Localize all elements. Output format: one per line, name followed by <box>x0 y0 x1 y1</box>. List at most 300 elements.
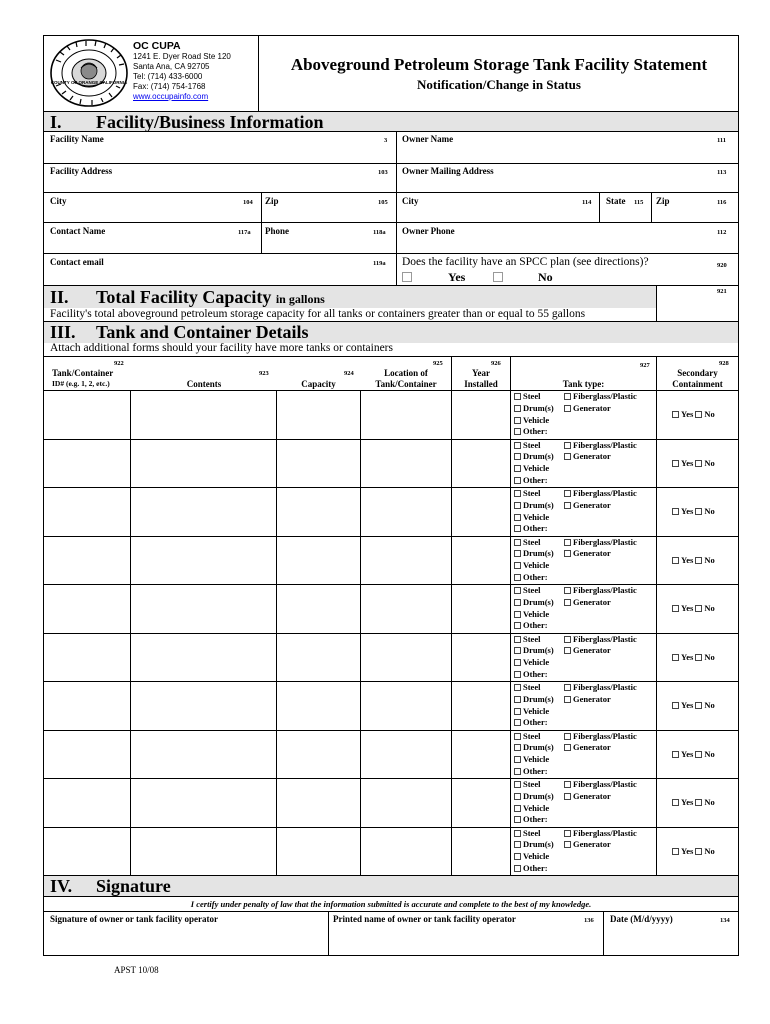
city-label: City <box>50 196 67 206</box>
total-capacity-field[interactable] <box>657 298 738 320</box>
capacity-field[interactable] <box>277 585 359 632</box>
steel-checkbox[interactable] <box>514 830 521 837</box>
section1-heading: Facility/Business Information <box>96 112 324 132</box>
contents-field[interactable] <box>131 585 275 632</box>
secondary-no-option[interactable] <box>695 603 714 613</box>
vehicle-option[interactable] <box>514 657 549 667</box>
vehicle-option[interactable] <box>514 754 549 764</box>
secondary-yes-option[interactable] <box>672 409 693 419</box>
secondary-yes-label: Yes <box>681 651 694 662</box>
state-field[interactable] <box>600 207 650 221</box>
contents-field[interactable] <box>131 391 275 438</box>
contents-field[interactable] <box>131 488 275 535</box>
tank-id-field[interactable] <box>44 488 129 535</box>
tank-id-field[interactable] <box>44 731 129 778</box>
facility-name-field[interactable] <box>44 146 395 162</box>
vehicle-checkbox[interactable] <box>514 417 521 424</box>
steel-checkbox[interactable] <box>514 442 521 449</box>
fiberglass-option[interactable] <box>564 391 637 403</box>
secondary-yes-option[interactable] <box>672 797 693 807</box>
fiberglass-option[interactable] <box>564 682 637 694</box>
fiberglass-checkbox[interactable] <box>564 490 571 497</box>
secondary-no-checkbox[interactable] <box>695 460 702 467</box>
vehicle-checkbox[interactable] <box>514 562 521 569</box>
col-header-secondary-2: Containment <box>672 379 723 389</box>
year-installed-field[interactable] <box>452 779 509 826</box>
owner-phone-label: Owner Phone <box>402 226 455 236</box>
secondary-yes-checkbox[interactable] <box>672 605 679 612</box>
fiberglass-option[interactable] <box>564 731 637 743</box>
fiberglass-checkbox[interactable] <box>564 587 571 594</box>
capacity-field[interactable] <box>277 537 359 584</box>
fiberglass-checkbox[interactable] <box>564 733 571 740</box>
secondary-no-checkbox[interactable] <box>695 702 702 709</box>
secondary-no-option[interactable] <box>695 555 714 565</box>
other-checkbox[interactable] <box>514 477 521 484</box>
vehicle-option[interactable] <box>514 851 549 861</box>
tank-type-group <box>514 828 654 875</box>
state-label: State <box>606 196 626 206</box>
vehicle-option[interactable] <box>514 609 549 619</box>
secondary-containment-group <box>672 555 715 565</box>
drums-option[interactable] <box>514 548 554 558</box>
secondary-no-option[interactable] <box>695 749 714 759</box>
secondary-containment-group <box>672 603 715 613</box>
secondary-no-checkbox[interactable] <box>695 557 702 564</box>
drums-option[interactable] <box>514 451 554 461</box>
other-option[interactable] <box>514 814 548 824</box>
secondary-no-label: No <box>704 506 715 516</box>
secondary-no-option[interactable] <box>695 652 714 662</box>
agency-fax: Fax: (714) 754-1768 <box>133 82 206 91</box>
contents-field[interactable] <box>131 634 275 681</box>
vehicle-option[interactable] <box>514 512 549 522</box>
location-field[interactable] <box>361 828 450 875</box>
secondary-yes-option[interactable] <box>672 652 693 662</box>
other-label: Other: <box>523 717 548 728</box>
secondary-yes-option[interactable] <box>672 603 693 613</box>
tank-id-field[interactable] <box>44 682 129 729</box>
tank-id-field[interactable] <box>44 585 129 632</box>
owner-zip-field[interactable] <box>652 207 738 221</box>
secondary-yes-checkbox[interactable] <box>672 508 679 515</box>
other-checkbox[interactable] <box>514 574 521 581</box>
steel-label: Steel <box>523 779 541 789</box>
location-field[interactable] <box>361 731 450 778</box>
secondary-containment-group <box>672 506 715 516</box>
other-checkbox[interactable] <box>514 719 521 726</box>
secondary-yes-checkbox[interactable] <box>672 557 679 564</box>
secondary-no-label: No <box>704 554 715 565</box>
steel-label: Steel <box>523 633 541 644</box>
generator-option[interactable] <box>564 451 611 463</box>
other-option[interactable] <box>514 426 548 436</box>
secondary-no-label: No <box>704 845 715 856</box>
other-option[interactable] <box>514 863 548 873</box>
fiberglass-checkbox[interactable] <box>564 539 571 546</box>
city-field[interactable] <box>44 207 260 221</box>
generator-checkbox[interactable] <box>564 696 571 703</box>
tank-id-field[interactable] <box>44 634 129 681</box>
drums-option[interactable] <box>514 597 554 607</box>
other-label: Other: <box>523 862 548 873</box>
drums-checkbox[interactable] <box>514 405 521 412</box>
drums-option[interactable] <box>514 742 554 752</box>
fiberglass-checkbox[interactable] <box>564 442 571 449</box>
col-header-location-2: Tank/Container <box>375 379 437 389</box>
vehicle-option[interactable] <box>514 803 549 813</box>
agency-address2: Santa Ana, CA 92705 <box>133 62 210 71</box>
agency-block <box>133 40 231 102</box>
generator-label: Generator <box>573 451 611 462</box>
drums-label: Drum(s) <box>523 451 554 462</box>
secondary-no-option[interactable] <box>695 846 714 856</box>
location-field[interactable] <box>361 682 450 729</box>
location-field[interactable] <box>361 440 450 487</box>
other-checkbox[interactable] <box>514 428 521 435</box>
secondary-no-option[interactable] <box>695 458 714 468</box>
col-header-secondary: Secondary <box>677 368 718 378</box>
secondary-yes-option[interactable] <box>672 846 693 856</box>
steel-checkbox[interactable] <box>514 636 521 643</box>
drums-checkbox[interactable] <box>514 453 521 460</box>
contents-field[interactable] <box>131 682 275 729</box>
drums-option[interactable] <box>514 839 554 849</box>
secondary-yes-label: Yes <box>681 554 694 565</box>
steel-checkbox[interactable] <box>514 684 521 691</box>
drums-checkbox[interactable] <box>514 696 521 703</box>
other-option[interactable] <box>514 523 548 533</box>
tank-id-field[interactable] <box>44 779 129 826</box>
secondary-yes-checkbox[interactable] <box>672 848 679 855</box>
steel-label: Steel <box>523 488 541 498</box>
vehicle-label: Vehicle <box>523 802 550 813</box>
vehicle-checkbox[interactable] <box>514 465 521 472</box>
generator-checkbox[interactable] <box>564 647 571 654</box>
section3-heading: Tank and Container Details <box>96 322 309 342</box>
steel-option[interactable] <box>514 682 540 692</box>
date-field[interactable] <box>604 926 738 955</box>
generator-label: Generator <box>573 790 611 801</box>
steel-checkbox[interactable] <box>514 781 521 788</box>
vehicle-checkbox[interactable] <box>514 611 521 618</box>
steel-option[interactable] <box>514 488 540 498</box>
spcc-no-checkbox[interactable] <box>493 272 503 282</box>
steel-option[interactable] <box>514 828 540 838</box>
other-checkbox[interactable] <box>514 865 521 872</box>
secondary-containment-group <box>672 797 715 807</box>
drums-checkbox[interactable] <box>514 502 521 509</box>
secondary-yes-checkbox[interactable] <box>672 751 679 758</box>
spcc-question: Does the facility have an SPCC plan (see directions)? <box>402 256 649 268</box>
fiberglass-checkbox[interactable] <box>564 830 571 837</box>
secondary-yes-checkbox[interactable] <box>672 702 679 709</box>
section4-number: IV. <box>50 876 73 896</box>
zip-field[interactable] <box>262 207 395 221</box>
steel-label: Steel <box>523 827 541 838</box>
generator-option[interactable] <box>564 839 611 851</box>
secondary-yes-checkbox[interactable] <box>672 654 679 661</box>
location-field[interactable] <box>361 779 450 826</box>
drums-checkbox[interactable] <box>514 793 521 800</box>
secondary-yes-label: Yes <box>681 409 694 419</box>
generator-option[interactable] <box>564 403 611 415</box>
drums-checkbox[interactable] <box>514 599 521 606</box>
secondary-no-checkbox[interactable] <box>695 848 702 855</box>
location-field[interactable] <box>361 488 450 535</box>
vehicle-option[interactable] <box>514 463 549 473</box>
tank-id-field[interactable] <box>44 440 129 487</box>
secondary-yes-checkbox[interactable] <box>672 460 679 467</box>
contents-field[interactable] <box>131 440 275 487</box>
generator-option[interactable] <box>564 694 611 706</box>
certification-statement: I certify under penalty of law that the information submitted is accurate and complete to the best of my knowledge. <box>190 899 592 909</box>
other-option[interactable] <box>514 475 548 485</box>
contents-field[interactable] <box>131 731 275 778</box>
fiberglass-label: Fiberglass/Plastic <box>573 730 637 741</box>
steel-option[interactable] <box>514 440 540 450</box>
contact-name-field[interactable] <box>44 237 260 252</box>
secondary-containment-group <box>672 846 715 856</box>
generator-checkbox[interactable] <box>564 405 571 412</box>
other-option[interactable] <box>514 620 548 630</box>
section2-heading <box>96 287 325 308</box>
capacity-field[interactable] <box>277 682 359 729</box>
other-option[interactable] <box>514 766 548 776</box>
vehicle-checkbox[interactable] <box>514 659 521 666</box>
secondary-no-checkbox[interactable] <box>695 411 702 418</box>
steel-option[interactable] <box>514 634 540 644</box>
col-header-tank-type: Tank type: <box>562 379 605 389</box>
capacity-field[interactable] <box>277 828 359 875</box>
capacity-field[interactable] <box>277 779 359 826</box>
secondary-yes-option[interactable] <box>672 458 693 468</box>
location-field[interactable] <box>361 391 450 438</box>
year-installed-field[interactable] <box>452 682 509 729</box>
location-field[interactable] <box>361 585 450 632</box>
year-installed-field[interactable] <box>452 440 509 487</box>
drums-option[interactable] <box>514 645 554 655</box>
other-option[interactable] <box>514 669 548 679</box>
other-option[interactable] <box>514 717 548 727</box>
secondary-no-option[interactable] <box>695 797 714 807</box>
facility-address-label: Facility Address <box>50 166 113 176</box>
steel-checkbox[interactable] <box>514 733 521 740</box>
secondary-yes-option[interactable] <box>672 555 693 565</box>
steel-option[interactable] <box>514 537 540 547</box>
secondary-yes-label: Yes <box>681 506 694 516</box>
drums-option[interactable] <box>514 500 554 510</box>
secondary-no-checkbox[interactable] <box>695 751 702 758</box>
fiberglass-checkbox[interactable] <box>564 781 571 788</box>
owner-name-field[interactable] <box>397 146 738 162</box>
secondary-no-checkbox[interactable] <box>695 508 702 515</box>
col-header-location: Location of <box>384 368 428 378</box>
year-installed-field[interactable] <box>452 828 509 875</box>
capacity-field[interactable] <box>277 634 359 681</box>
vehicle-option[interactable] <box>514 415 549 425</box>
fiberglass-option[interactable] <box>564 585 637 597</box>
capacity-field[interactable] <box>277 488 359 535</box>
generator-label: Generator <box>573 742 611 753</box>
year-installed-field[interactable] <box>452 634 509 681</box>
tank-id-field[interactable] <box>44 391 129 438</box>
fiberglass-option[interactable] <box>564 828 637 840</box>
other-checkbox[interactable] <box>514 525 521 532</box>
vehicle-label: Vehicle <box>523 754 550 765</box>
secondary-yes-option[interactable] <box>672 506 693 516</box>
fiberglass-checkbox[interactable] <box>564 393 571 400</box>
capacity-field[interactable] <box>277 391 359 438</box>
secondary-no-checkbox[interactable] <box>695 654 702 661</box>
secondary-containment-group <box>672 458 715 468</box>
fiberglass-option[interactable] <box>564 440 637 452</box>
drums-option[interactable] <box>514 694 554 704</box>
agency-website-link[interactable]: www.occupainfo.com <box>133 92 209 101</box>
vehicle-checkbox[interactable] <box>514 756 521 763</box>
year-installed-field[interactable] <box>452 537 509 584</box>
vehicle-option[interactable] <box>514 706 549 716</box>
secondary-no-checkbox[interactable] <box>695 605 702 612</box>
vehicle-checkbox[interactable] <box>514 708 521 715</box>
other-checkbox[interactable] <box>514 622 521 629</box>
vehicle-checkbox[interactable] <box>514 514 521 521</box>
generator-checkbox[interactable] <box>564 793 571 800</box>
tank-id-field[interactable] <box>44 537 129 584</box>
owner-mailing-address-field[interactable] <box>397 177 738 191</box>
fiberglass-checkbox[interactable] <box>564 636 571 643</box>
signature-field[interactable] <box>44 926 327 955</box>
secondary-no-option[interactable] <box>695 409 714 419</box>
svg-text:COUNTY OF ORANGE CALIFORNIA: COUNTY OF ORANGE CALIFORNIA <box>50 80 128 85</box>
agency-name: OC CUPA <box>133 40 181 52</box>
drums-option[interactable] <box>514 791 554 801</box>
steel-option[interactable] <box>514 731 540 741</box>
year-installed-field[interactable] <box>452 488 509 535</box>
drums-label: Drum(s) <box>523 693 554 704</box>
steel-label: Steel <box>523 536 541 547</box>
other-checkbox[interactable] <box>514 768 521 775</box>
phone-field[interactable] <box>262 237 395 252</box>
tank-id-field[interactable] <box>44 828 129 875</box>
printed-name-field[interactable] <box>329 926 602 955</box>
generator-option[interactable] <box>564 645 611 657</box>
secondary-yes-checkbox[interactable] <box>672 411 679 418</box>
drums-option[interactable] <box>514 403 554 413</box>
generator-label: Generator <box>573 645 611 656</box>
secondary-yes-option[interactable] <box>672 749 693 759</box>
other-label: Other: <box>523 814 548 825</box>
other-checkbox[interactable] <box>514 816 521 823</box>
drums-checkbox[interactable] <box>514 647 521 654</box>
contents-field[interactable] <box>131 828 275 875</box>
generator-checkbox[interactable] <box>564 599 571 606</box>
drums-checkbox[interactable] <box>514 550 521 557</box>
steel-option[interactable] <box>514 585 540 595</box>
generator-option[interactable] <box>564 597 611 609</box>
fiberglass-option[interactable] <box>564 488 637 500</box>
steel-checkbox[interactable] <box>514 393 521 400</box>
facility-address-field[interactable] <box>44 177 395 191</box>
section2-number: II. <box>50 287 69 307</box>
secondary-no-option[interactable] <box>695 700 714 710</box>
tank-type-group <box>514 682 654 729</box>
secondary-no-option[interactable] <box>695 506 714 516</box>
section3-note: Attach additional forms should your facility have more tanks or containers <box>50 342 393 354</box>
steel-checkbox[interactable] <box>514 539 521 546</box>
vehicle-option[interactable] <box>514 560 549 570</box>
vehicle-label: Vehicle <box>523 608 550 619</box>
vehicle-checkbox[interactable] <box>514 853 521 860</box>
generator-option[interactable] <box>564 548 611 560</box>
location-field[interactable] <box>361 537 450 584</box>
fiberglass-option[interactable] <box>564 537 637 549</box>
vehicle-checkbox[interactable] <box>514 805 521 812</box>
generator-checkbox[interactable] <box>564 841 571 848</box>
steel-option[interactable] <box>514 391 540 401</box>
fiberglass-checkbox[interactable] <box>564 684 571 691</box>
tank-type-group <box>514 731 654 778</box>
other-label: Other: <box>523 523 548 534</box>
drums-label: Drum(s) <box>523 790 554 801</box>
other-option[interactable] <box>514 572 548 582</box>
generator-label: Generator <box>573 402 611 413</box>
owner-phone-field[interactable] <box>397 237 738 252</box>
location-field[interactable] <box>361 634 450 681</box>
contact-email-field[interactable] <box>44 268 395 284</box>
capacity-field[interactable] <box>277 440 359 487</box>
year-installed-field[interactable] <box>452 585 509 632</box>
year-installed-field[interactable] <box>452 731 509 778</box>
drums-checkbox[interactable] <box>514 841 521 848</box>
other-checkbox[interactable] <box>514 671 521 678</box>
agency-tel: Tel: (714) 433-6000 <box>133 72 203 81</box>
generator-option[interactable] <box>564 500 611 512</box>
secondary-yes-label: Yes <box>681 748 694 759</box>
fiberglass-option[interactable] <box>564 779 637 791</box>
steel-checkbox[interactable] <box>514 490 521 497</box>
fiberglass-label: Fiberglass/Plastic <box>573 682 637 692</box>
fiberglass-option[interactable] <box>564 634 637 646</box>
fiberglass-label: Fiberglass/Plastic <box>573 585 637 595</box>
contents-field[interactable] <box>131 537 275 584</box>
generator-checkbox[interactable] <box>564 502 571 509</box>
secondary-yes-checkbox[interactable] <box>672 799 679 806</box>
year-installed-field[interactable] <box>452 391 509 438</box>
owner-city-field[interactable] <box>397 207 598 221</box>
generator-option[interactable] <box>564 742 611 754</box>
contents-field[interactable] <box>131 779 275 826</box>
section1-number: I. <box>50 112 62 132</box>
drums-label: Drum(s) <box>523 839 554 850</box>
phone-label: Phone <box>265 226 290 236</box>
generator-option[interactable] <box>564 791 611 803</box>
generator-label: Generator <box>573 693 611 704</box>
steel-checkbox[interactable] <box>514 587 521 594</box>
generator-checkbox[interactable] <box>564 550 571 557</box>
steel-option[interactable] <box>514 779 540 789</box>
generator-checkbox[interactable] <box>564 744 571 751</box>
capacity-field[interactable] <box>277 731 359 778</box>
tank-type-group <box>514 440 654 487</box>
secondary-no-checkbox[interactable] <box>695 799 702 806</box>
generator-checkbox[interactable] <box>564 453 571 460</box>
spcc-yes-checkbox[interactable] <box>402 272 412 282</box>
secondary-yes-option[interactable] <box>672 700 693 710</box>
drums-checkbox[interactable] <box>514 744 521 751</box>
secondary-no-label: No <box>704 457 715 468</box>
tank-type-group <box>514 634 654 681</box>
